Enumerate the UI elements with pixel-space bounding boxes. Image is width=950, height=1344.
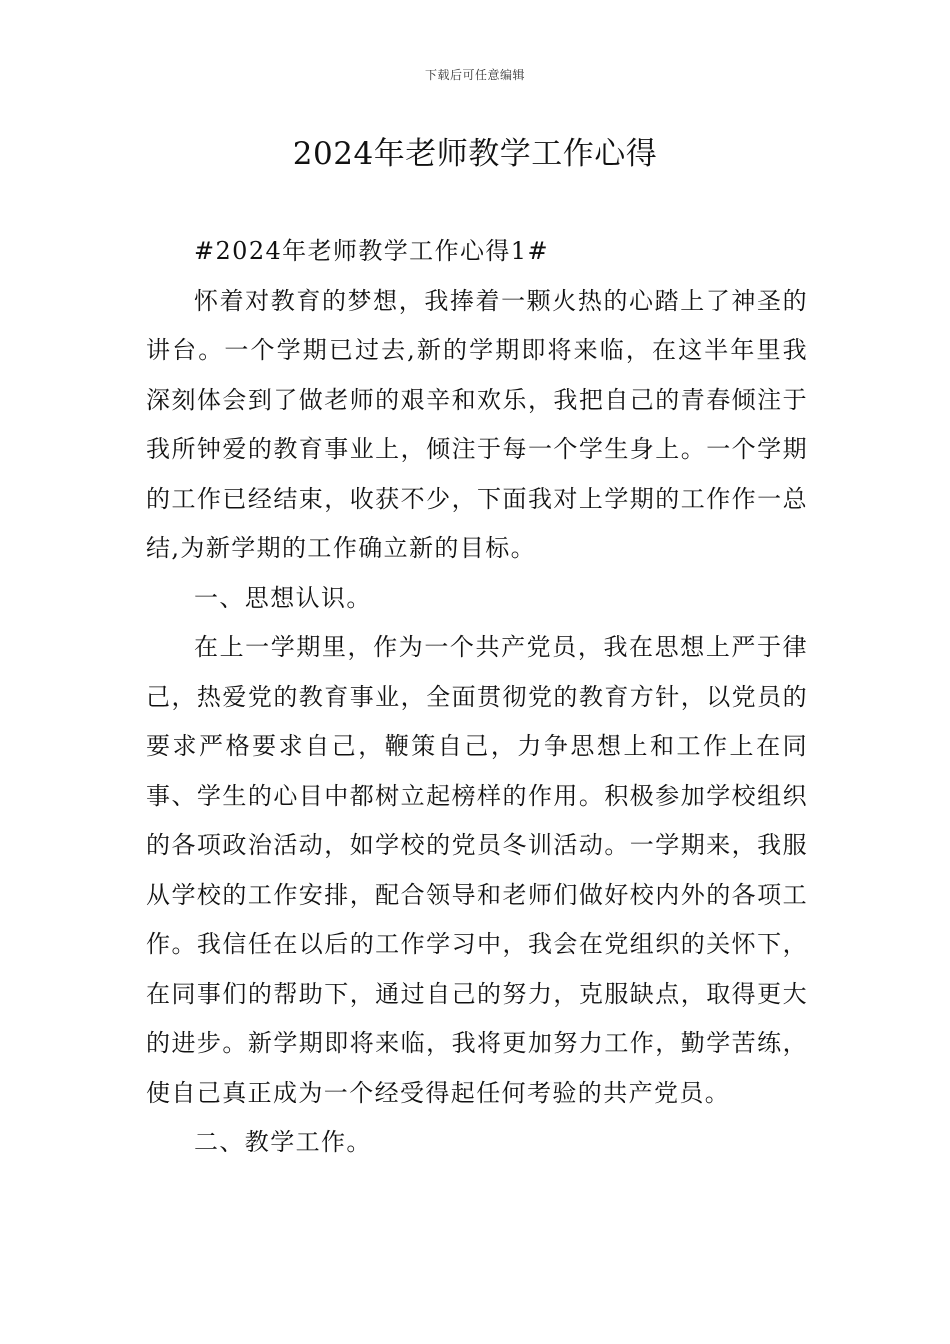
subheading-thought: 一、思想认识。: [194, 583, 372, 612]
document-title: 2024年老师教学工作心得: [292, 136, 658, 172]
intro-paragraph: 怀着对教育的梦想，我捧着一颗火热的心踏上了神圣的讲台。一个学期已过去,新的学期即将来临，在这半年里我深刻体会到了做老师的艰辛和欢乐，我把自己的青春倾注于我所钟爱的教育事业上，倾注于每一个学生身上。一个学期的工作已经结束，收获不少，下面我对上学期的工作作一总结,为新学期的工作确立新的目标。: [146, 286, 808, 562]
section-heading-1: #2024年老师教学工作心得1#: [194, 237, 549, 265]
header-note: 下载后可任意编辑: [424, 68, 525, 82]
subheading-teaching: 二、教学工作。: [194, 1128, 372, 1156]
document-body: [146, 227, 808, 1168]
thought-paragraph: 在上一学期里，作为一个共产党员，我在思想上严于律己，热爱党的教育事业，全面贯彻党的教育方针，以党员的要求严格要求自己，鞭策自己，力争思想上和工作上在同事、学生的心目中都树立起榜样的作用。积极参加学校组织的各项政治活动，如学校的党员冬训活动。一学期来，我服从学校的工作安排，配合领导和老师们做好校内外的各项工作。我信任在以后的工作学习中，我会在党组织的关怀下，在同事们的帮助下，通过自己的努力，克服缺点，取得更大的进步。新学期即将来临，我将更加努力工作，勤学苦练，使自己真正成为一个经受得起任何考验的共产党员。: [146, 633, 808, 1107]
